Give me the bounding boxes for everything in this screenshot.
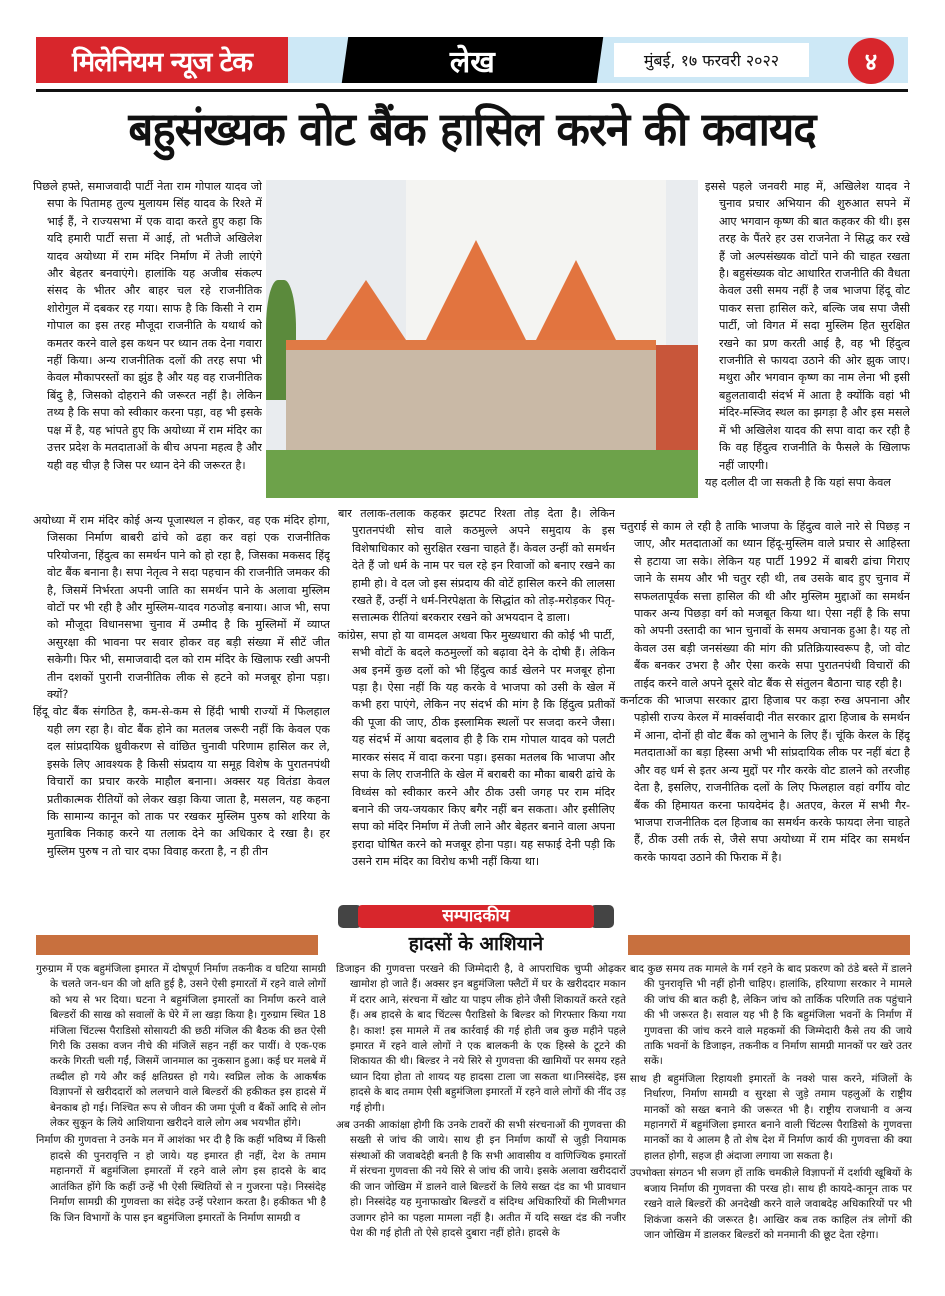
paragraph: यह दलील दी जा सकती है कि यहां सपा केवल [705, 475, 891, 489]
paragraph: अयोध्या में राम मंदिर कोई अन्य पूजास्थल न होकर, वह एक मंदिर होगा, जिसका निर्माण बाबरी ढांचे को ढहा कर वहां एक राजनीतिक परियोजना, हिंदुत्व का समर्थन पाने को हो रहा है, जिसका मकसद हिंदू वोट बैंक बनाना है। सपा नेतृत्व ने सदा पहचान की राजनीति जमकर की है, जिसमें निर्भरता अपनी जाति का समर्थन पाने के अलावा मुस्लिम वोटों पर भी रही है और मुस्लिम-यादव गठजोड़ बनाया। आज भी, सपा को मौजूदा विधानसभा चुनाव में उम्मीद है कि मुस्लिमों में व्याप्त असुरक्षा की भावना पर सवार होकर वह बड़ी संख्या में सीटें जीत सकेगी। फिर भी, समाजवादी दल को राम मंदिर के खिलाफ रखी अपनी तीन दशकों पुरानी राजनीतिक लीक से हटने को मजबूर होना पड़ा। क्यों? [33, 514, 330, 702]
paragraph: बाद कुछ समय तक मामले के गर्म रहने के बाद प्रकरण को ठंडे बस्ते में डालने की पुनरावृत्ति भी नहीं होनी चाहिए। हालांकि, हरियाणा सरकार ने मामले की जांच की बात कही है, लेकिन जांच को तार्किक परिणति तक पहुंचाने की भी जरूरत है। सवाल यह भी है कि बहुमंजिला भवनों के निर्माण में गुणवत्ता की जांच करने वाले महकमों की जिम्मेदारी कैसे तय की जाये ताकि भवनों के डिजाइन, तकनीक व निर्माण सामग्री मानकों पर खरे उतर सकें। [630, 963, 912, 1068]
section-name: लेख [450, 44, 495, 80]
paragraph: चतुराई से काम ले रही है ताकि भाजपा के हिंदुत्व वाले नारे से पिछड़ न जाए, और मतदाताओं का ध्यान हिंदू-मुस्लिम वाले प्रचार से आहिस्ता से हटाया जा सके। लेकिन यह पार्टी 1992 में बाबरी ढांचा गिराए जाने के समय और भी चतुर रही थी, तब उसके बाद हुए चुनाव में सफलतापूर्वक सत्ता हासिल की थी और मुस्लिम मुद्दाओं का समर्थन पाकर अन्य पिछड़ा वर्ग को मजबूत किया था। ऐसा नहीं है कि सपा को अपनी उस्तादी का भान चुनावों के समय अचानक हुआ है। यह तो केवल उस बड़ी जनसंख्या की मांग की प्रतिक्रियास्वरूप है, जो वोट बैंक बनकर उभरा है और ऐसा करके सपा पुरातनपंथी विचारों की ताईद करने वाले अपने दूसरे वोट बैंक से संतुलन बैठाना चाह रही है। [620, 520, 910, 690]
temple-hall [286, 340, 656, 450]
divider-bar-left [36, 935, 318, 955]
temple-construction-photo [266, 180, 698, 498]
paragraph: साथ ही बहुमंजिला रिहायशी इमारतों के नक्शे पास करने, मंजिलों के निर्धारण, निर्माण सामग्री व सुरक्षा से जुड़े तमाम पहलुओं के राष्ट्रीय मानकों को सख्त बनाने की जरूरत भी है। राष्ट्रीय राजधानी व अन्य महानगरों में बहुमंजिला इमारत बनाने वाली चिंटल्स पैराडिसो के गुणवत्ता मानकों का ये आलम है तो शेष देश में निर्माण कार्य की गुणवत्ता की क्या हालत होगी, सहज ही अंदाजा लगाया जा सकता है। [630, 1072, 912, 1162]
editorial-label-text: सम्पादकीय [358, 905, 594, 928]
paragraph: पिछले हफ्ते, समाजवादी पार्टी नेता राम गोपाल यादव जो सपा के पितामह तुल्य मुलायम सिंह यादव के रिश्ते में भाई हैं, ने राज्यसभा में एक वादा करते हुए कहा कि यदि हमारी पार्टी सत्ता में आई, तो भतीजे अखिलेश यादव अयोध्या में राम मंदिर निर्माण में तेजी लाएंगे और बेहतर बनवाएंगे। हालांकि यह अजीब संकल्प संसद के भीतर और बाहर चल रहे राजनीतिक शोरोगुल में दबकर रह गया। साफ है कि किसी ने राम गोपाल का इस तरह मौजूदा राजनीति के यथार्थ को कमतर करने वाले इस कथन पर ध्यान तक देना गवारा नहीं किया। अन्य राजनीतिक दलों की तरह सपा भी केवल मौकापरस्तों का झुंड है और यह वह राजनीतिक बिंदु है, जिसको दोहराने की जरूरत नहीं है। लेकिन तथ्य है कि सपा को स्वीकार करना पड़ा, वह भी इसके पक्ष में है, यह भांपते हुए कि अयोध्या में राम मंदिर का उत्तर प्रदेश के मतदाताओं के बीच अपना महत्व है और यही वह चीज़ है जिस पर ध्यान देने की जरूरत है। [33, 180, 262, 472]
temple-dome [426, 240, 526, 340]
temple-dome [326, 280, 406, 340]
article-column-left-bottom [33, 512, 330, 882]
paragraph: इससे पहले जनवरी माह में, अखिलेश यादव ने चुनाव प्रचार अभियान की शुरुआत सपने में आए भगवान कृष्ण की बात कहकर की थी। इस तरह के पैंतरे हर उस राजनेता ने सिद्ध कर रखे हैं जो अल्पसंख्यक वोटों पाने की चाहत रखता है। बहुसंख्यक वोट आधारित राजनीति की वैधता केवल उसी समय नहीं है जब भाजपा हिंदू वोट पाकर सत्ता हासिल करे, बल्कि जब सपा जैसी पार्टी, जो विगत में सदा मुस्लिम हित सुरक्षित रखने का प्रण करती आई है, वह भी हिंदुत्व राजनीति से फायदा उठाने की ओर झुक जाए। मथुरा और भगवान कृष्ण का नाम लेना भी इसी बहुलतावादी संदर्भ में आता है क्योंकि वहां भी मंदिर-मस्जिद स्थल का झगड़ा है और इस मसले में भी अखिलेश यादव की सपा वादा कर रही है कि वह हिंदुत्व राजनीति के फैसले के खिलाफ नहीं जाएगी। [705, 180, 910, 472]
divider-bar-right [628, 935, 910, 955]
paragraph: बार तलाक-तलाक कहकर झटपट रिश्ता तोड़ देता है। लेकिन पुरातनपंथी सोच वाले कठमुल्ले अपने समुदाय के इस विशेषाधिकार को सुरक्षित रखना चाहते हैं। केवल उन्हीं को समर्थन देते हैं जो धर्म के नाम पर चल रहे इन रिवाजों को बनाए रखने का हामी हो। वे दल जो इस संप्रदाय की वोटें हासिल करने की लालसा रखते हैं, उन्हीं ने धर्म-निरपेक्षता के सिद्धांत को तोड़-मरोड़कर पितृ-सत्तात्मक रीतियां बरकरार रखने को अभयदान दे डाला। [338, 507, 615, 625]
paragraph: कर्नाटक की भाजपा सरकार द्वारा हिजाब पर कड़ा रुख अपनाना और पड़ोसी राज्य केरल में मार्क्सवादी नीत सरकार द्वारा हिजाब के समर्थन में आना, दोनों ही वोट बैंक को लुभाने के लिए हैं। चूंकि केरल के हिंदू मतदाताओं का बड़ा हिस्सा अभी भी सांप्रदायिक लीक पर नहीं बंटा है और वह धर्म से इतर अन्य मुद्दों पर गौर करके वोट डालने को तरजीह देता है, इसलिए, राजनीतिक दलों के लिए फिलहाल वहां वर्गीय वोट बैंक की हिमायत करना फायदेमंद है। अतएव, केरल में सभी गैर-भाजपा राजनीतिक दल हिजाब का समर्थन करके फायदा लेना चाहते हैं, ठीक उसी तर्क से, जैसे सपा अयोध्या में राम मंदिर का समर्थन करके फायदा उठाने की फिराक में है। [620, 694, 910, 864]
article-column-middle [338, 505, 615, 885]
dateline: मुंबई, १७ फरवरी २०२२ [614, 43, 809, 77]
editorial-label [338, 905, 614, 928]
header-rule [36, 89, 908, 92]
editorial-column-3 [630, 962, 912, 1258]
editorial-title: हादसों के आशियाने [408, 933, 544, 955]
editorial-column-2 [336, 962, 626, 1258]
article-column-right-top [705, 178, 910, 518]
paragraph: निर्माण की गुणवत्ता ने उनके मन में आशंका भर दी है कि कहीं भविष्य में किसी हादसे की पुनरावृत्ति न हो जाये। यह इमारत ही नहीं, देश के तमाम महानगरों में बहुमंजिला इमारतों में रहने वाले लोग इस हादसे के बाद आतंकित होंगे कि कहीं उन्हें भी ऐसी स्थितियों से न गुजरना पड़े। निस्संदेह निर्माण सामग्री की गुणवत्ता का संदेह उन्हें परेशान करता है। हकीकत भी है कि जिन विभागों के पास इन बहुमंजिला इमारतों के निर्माण सामग्री व [36, 1134, 326, 1224]
article-headline: बहुसंख्यक वोट बैंक हासिल करने की कवायद [128, 102, 816, 156]
paragraph: कांग्रेस, सपा हो या वामदल अथवा फिर मुख्यधारा की कोई भी पार्टी, सभी वोटों के बदले कठमुल्लों को बढ़ावा देने के दोषी हैं। लेकिन अब इनमें कुछ दलों को भी हिंदुत्व कार्ड खेलने पर मजबूर होना पड़ा है। ऐसा नहीं कि यह करके वे भाजपा को उसी के खेल में कभी हरा पाएंगे, लेकिन नए संदर्भ की मांग है कि हिंदुत्व प्रतीकों की पूजा की जाए, ठीक इस्लामिक स्थलों पर सजदा करने जैसा। यह संदर्भ में आया बदलाव ही है कि राम गोपाल यादव को पलटी मारकर संसद में वादा करना पड़ा। इसका मतलब कि भाजपा और सपा के लिए राजनीति के खेल में बराबरी का मौका बाबरी ढांचे के विध्वंस को स्वीकार करने और ठीक उसी जगह पर राम मंदिर बनाने की जय-जयकार किए बगैर नहीं बन सकता। और इसीलिए सपा को मंदिर निर्माण में तेजी लाने और बेहतर बनाने वाला अपना इरादा घोषित करने को मजबूर होना पड़ा। यह सफाई देनी पड़ी कि उसने राम मंदिर का विरोध कभी नहीं किया था। [338, 628, 615, 869]
paragraph: गुरुग्राम में एक बहुमंजिला इमारत में दोषपूर्ण निर्माण तकनीक व घटिया सामग्री के चलते जन-धन की जो क्षति हुई है, उसने ऐसी इमारतों में रहने वाले लोगों को भय से भर दिया। घटना ने बहुमंजिला इमारतों का निर्माण करने वाले बिल्डरों की साख को सवालों के घेरे में ला खड़ा किया है। गुरुग्राम स्थित 18 मंजिला चिंटल्स पैराडिसो सोसायटी की छठी मंजिल की बैठक की छत ऐसी गिरी कि उसका वजन नीचे की मंजिलें सहन नहीं कर पायीं। वे एक-एक करके गिरती चली गईं, जिसमें जानमाल का नुकसान हुआ। कई घर मलबे में तब्दील हो गये और कई क्षतिग्रस्त हो गये। स्वप्निल लोक के आकर्षक विज्ञापनों से खरीददारों को ललचाने वाले बिल्डरों की हकीकत इस हादसे में बेनकाब हो गई। निश्चित रूप से जीवन की जमा पूंजी व बैंकों आदि से लोन लेकर सुकून के लिये आशियाना खरीदने वाले लोग अब भयभीत होंगे। [36, 963, 326, 1130]
editorial-column-1 [36, 962, 326, 1258]
section-label [342, 37, 603, 83]
paragraph: डिजाइन की गुणवत्ता परखने की जिम्मेदारी है, वे आपराधिक चुप्पी ओढ़कर खामोश हो जाते हैं। अक्सर इन बहुमंजिला फ्लैटों में घर के खरीददार मकान में दरार आने, संरचना में खोट या पाइप लीक होने जैसी शिकायतें करते रहते हैं। अब हादसे के बाद चिंटल्स पैराडिसो के बिल्डर को गिरफ्तार किया गया है। काश! इस मामले में तब कार्रवाई की गई होती जब कुछ महीने पहले इमारत में रहने वाले लोगों ने एक बालकनी के एक हिस्से के टूटने की शिकायत की थी। बिल्डर ने नये सिरे से गुणवत्ता की खामियों पर समय रहते ध्यान दिया होता तो शायद यह हादसा टाला जा सकता था।निस्संदेह, इस हादसे के बाद तमाम ऐसी बहुमंजिला इमारतों में रहने वाले लोगों की नींद उड़ गई होगी। [336, 963, 626, 1114]
paragraph: हिंदू वोट बैंक संगठित है, कम-से-कम से हिंदी भाषी राज्यों में फिलहाल यही लग रहा है। वोट बैंक होने का मतलब जरूरी नहीं कि केवल एक दल सांप्रदायिक ध्रुवीकरण से वांछित चुनावी परिणाम हासिल कर ले, इसके लिए आवश्यक है किसी संप्रदाय या समूह विशेष के पुरातनपंथी विचारों का प्रचार करके माहौल बनाना। अक्सर यह वितंडा केवल प्रतीकात्मक रीतियों को लेकर खड़ा किया जाता है, मसलन, यह कहना कि सामान्य कानून को ताक पर रखकर मुस्लिम पुरुष को शरिया के मुताबिक निकाह करने या तलाक देने का अधिकार दे रखा है। हर मुस्लिम पुरुष न तो चार दफा विवाह करता है, न ही तीन [33, 705, 330, 858]
article-column-right-bottom [620, 518, 910, 888]
newspaper-logo: मिलेनियम न्यूज टेक [36, 37, 288, 83]
paragraph: उपभोक्ता संगठन भी सजग हों ताकि चमकीले विज्ञापनों में दर्शायी खूबियों के बजाय निर्माण की गुणवत्ता की परख हो। साथ ही कायदे-कानून ताक पर रखने वाले बिल्डरों की अनदेखी करने वाले जवाबदेह अधिकारियों पर भी शिकंजा कसने की जरूरत है। आखिर कब तक काहिल तंत्र लोगों की जान जोखिम में डालकर बिल्डरों को मनमानी की छूट देता रहेगा। [630, 1167, 912, 1241]
article-column-left-top [33, 178, 262, 503]
page-number: ४ [848, 38, 894, 84]
temple-dome [536, 260, 616, 340]
lawn [266, 450, 698, 498]
paragraph: अब उनकी आकांक्षा होगी कि उनके टावरों की सभी संरचनाओं की गुणवत्ता की सख्ती से जांच की जाये। साथ ही इन निर्माण कार्यों से जुड़ी नियामक संस्थाओं की जवाबदेही बनती है कि सभी आवासीय व वाणिज्यिक इमारतों में संरचना गुणवत्ता की नये सिरे से जांच की जाये। इसके अलावा खरीददारों की जान जोखिम में डालने वाले बिल्डरों के लिये सख्त दंड का भी प्रावधान हो। निस्संदेह यह मुनाफाखोर बिल्डरों व संदिग्ध अधिकारियों की मिलीभगत उजागर होने का पहला मामला नहीं है। अतीत में यदि सख्त दंड की नजीर पेश की गई होती तो ऐसे हादसे दुबारा नहीं होते। हादसे के [336, 1119, 626, 1239]
